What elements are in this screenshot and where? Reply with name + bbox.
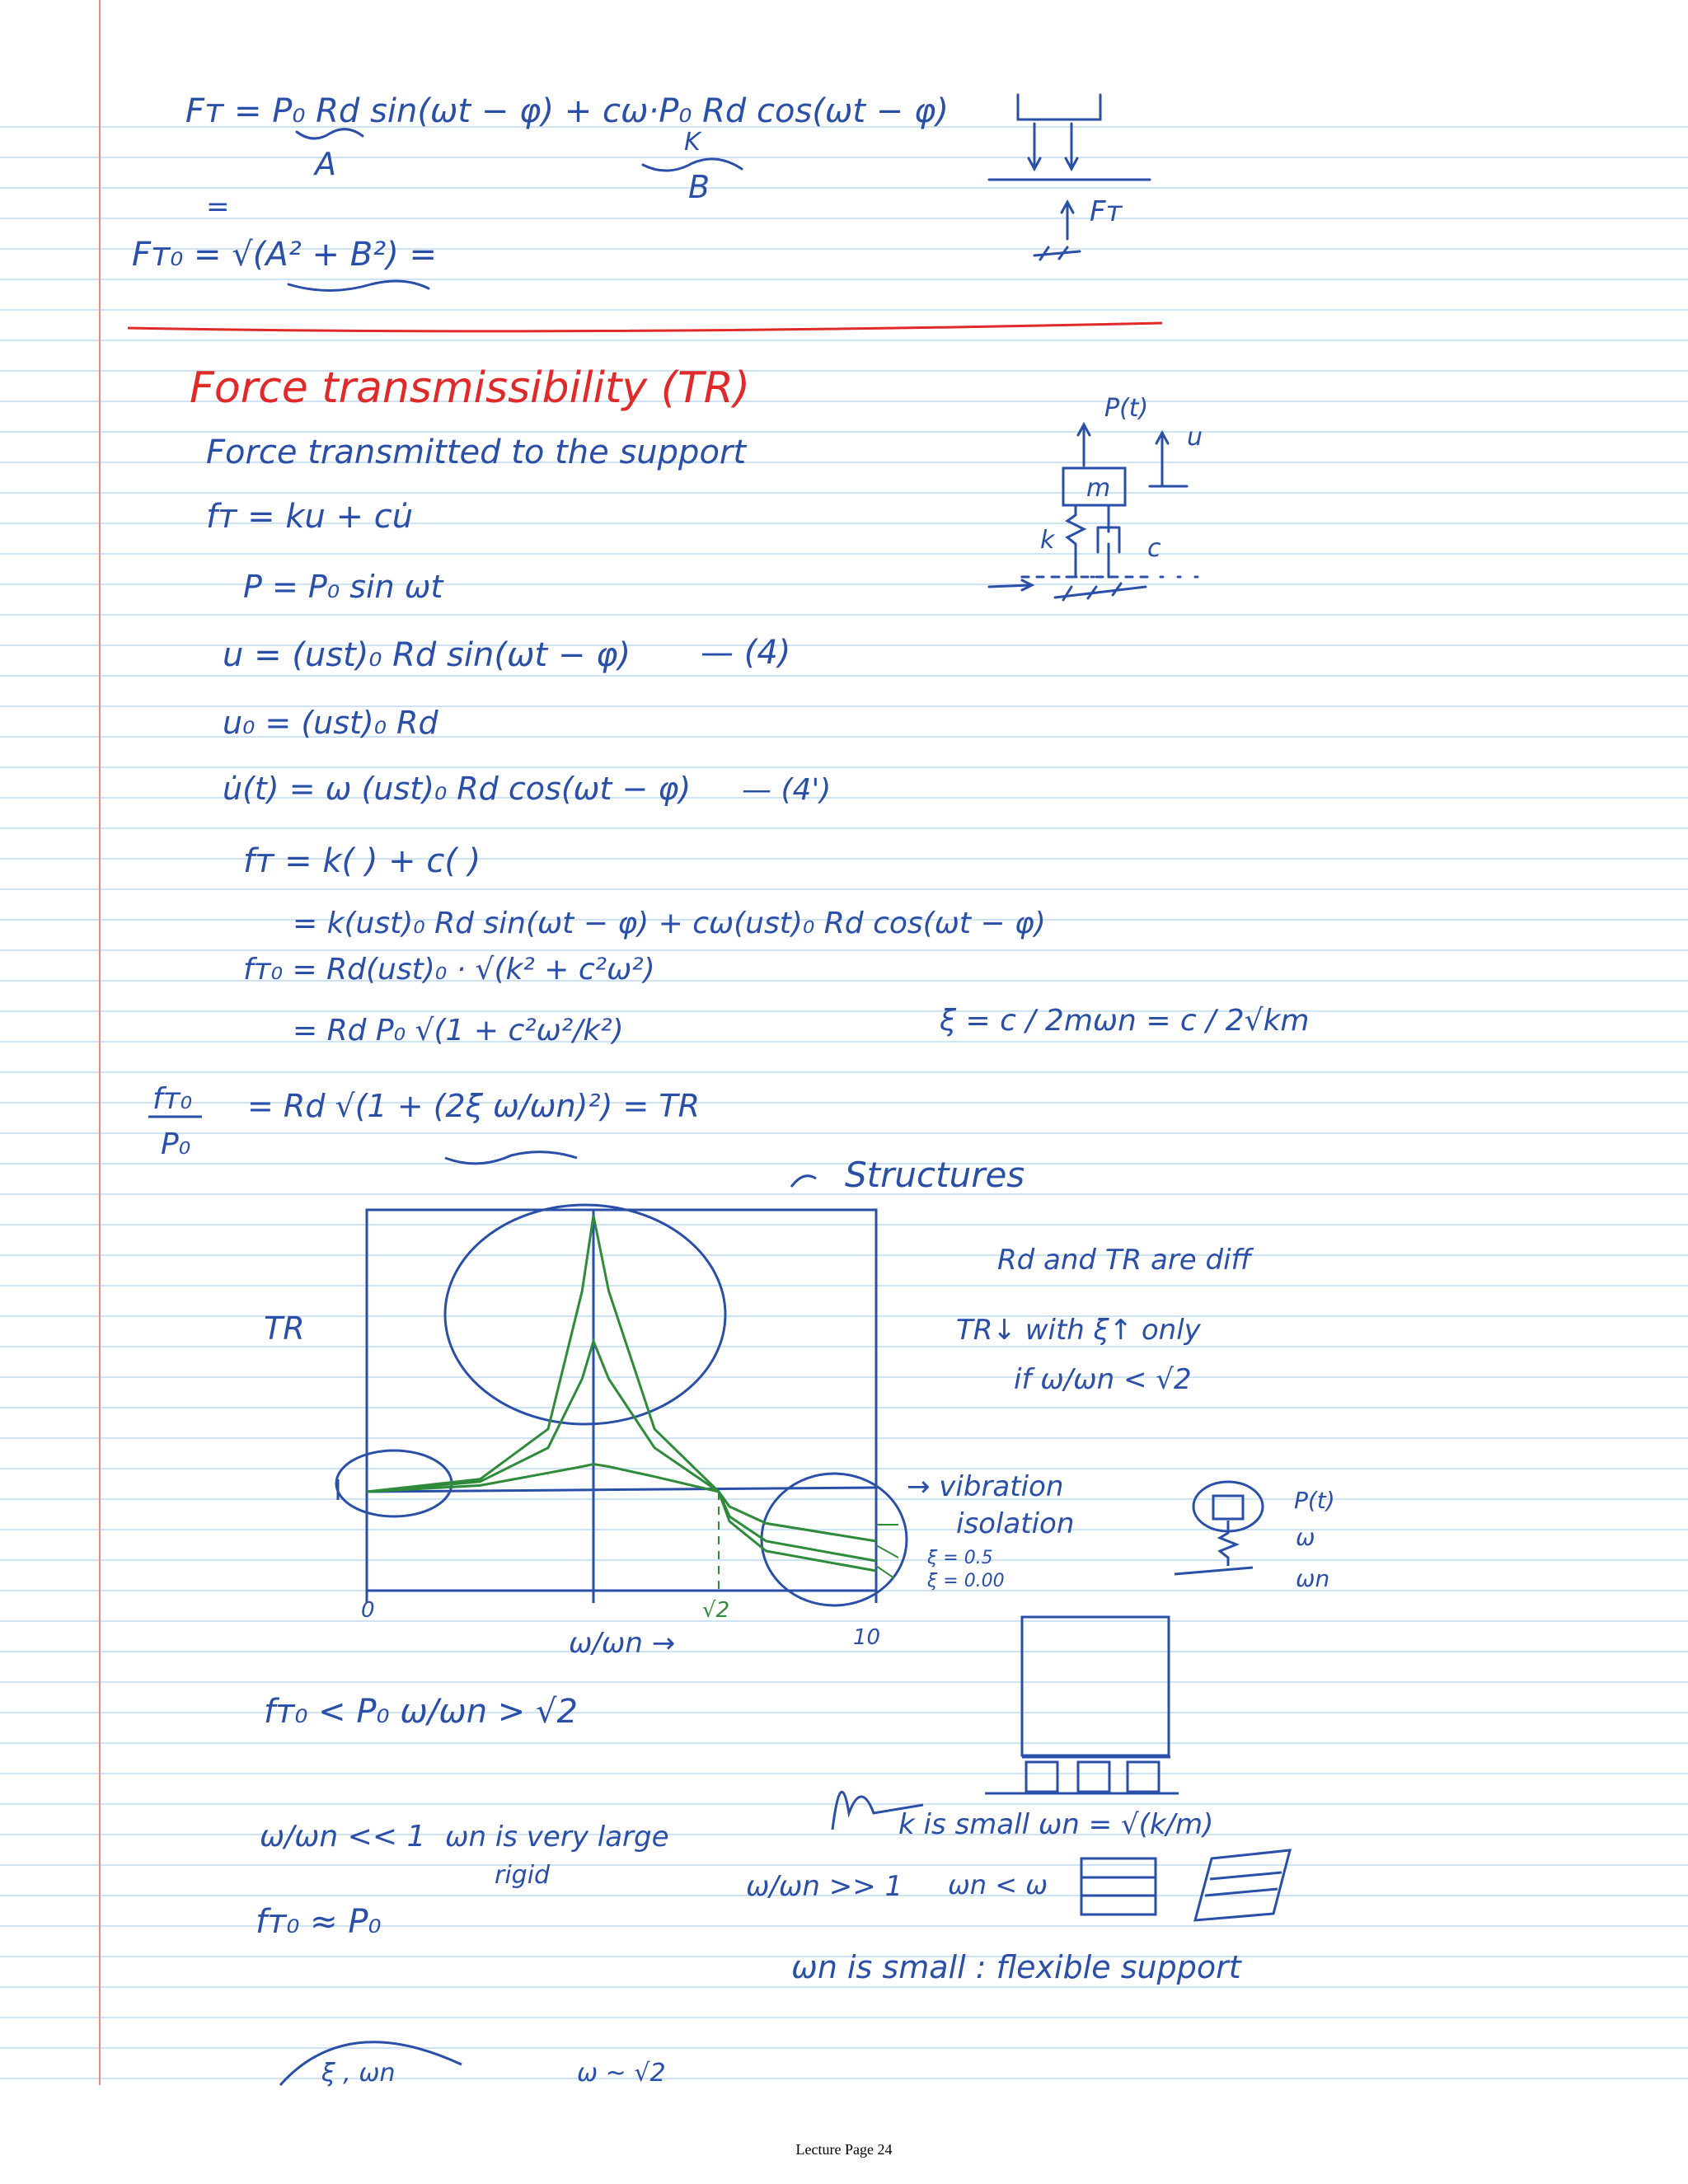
section-title: Force transmissibility (TR): [190, 363, 751, 413]
sdof2-p-label: P(t): [1294, 1487, 1335, 1514]
k-small-note: k is small ωn = √(k/m): [898, 1808, 1214, 1841]
red-divider: [128, 323, 1162, 331]
chart-xlabel: ω/ωn →: [569, 1627, 676, 1660]
eq3-tag: — (4): [701, 634, 791, 672]
arrow-down-2: [1066, 124, 1077, 169]
xi-000-label: ξ = 0.00: [927, 1571, 1005, 1591]
ratio-numerator: fᴛ₀: [152, 1082, 193, 1116]
x-tick-10: 10: [853, 1625, 881, 1650]
eq10: = Rd √(1 + (2ξ ω/ωn)²) = TR: [247, 1088, 701, 1124]
transmissibility-chart: [336, 1176, 907, 1605]
isolator-3: [1128, 1762, 1159, 1792]
sqrt2-condition-note: if ω/ωn < √2: [1014, 1363, 1192, 1396]
rd-tr-diff-note: Rd and TR are diff: [997, 1244, 1252, 1277]
sdof2-wn-label: ωn: [1296, 1565, 1330, 1592]
sdof-m-label: m: [1086, 474, 1111, 503]
ft-equation: Fᴛ = P₀ Rd sin(ωt − φ) + cω·P₀ Rd cos(ωt − φ): [185, 92, 949, 130]
machine-block: [1022, 1617, 1169, 1755]
sdof2-w-label: ω: [1296, 1524, 1315, 1551]
eq7: = k(ust)₀ Rd sin(ωt − φ) + cω(ust)₀ Rd cos(ωt − φ): [293, 907, 1046, 940]
damping-ratio: ξ = c / 2mωn = c / 2√km: [940, 1004, 1310, 1038]
sdof-c-label: c: [1147, 534, 1161, 563]
isolator-1: [1026, 1762, 1057, 1792]
peak-circle: [445, 1205, 725, 1424]
force-arrow-up: [1062, 202, 1073, 239]
spring: [1067, 505, 1084, 577]
bottom-partial-1: ξ , ωn: [321, 2059, 396, 2088]
eq5: u̇(t) = ω (ust)₀ Rd cos(ωt − φ): [223, 771, 692, 807]
eq3: u = (ust)₀ Rd sin(ωt − φ): [223, 636, 631, 674]
bottom-partial-2: ω ~ √2: [577, 2059, 666, 2088]
subtitle: Force transmitted to the support: [206, 434, 747, 471]
eq4: u₀ = (ust)₀ Rd: [223, 705, 438, 741]
tr-decrease-note: TR↓ with ξ↑ only: [956, 1314, 1201, 1347]
label-b: B: [688, 169, 710, 205]
eq8: fᴛ₀ = Rd(ust)₀ · √(k² + c²ω²): [243, 953, 655, 987]
structures-note: Structures: [845, 1155, 1025, 1195]
handwritten-text: [132, 92, 1335, 2088]
isolation-note: isolation: [956, 1507, 1075, 1540]
eq9: = Rd P₀ √(1 + c²ω²/k²): [293, 1014, 624, 1047]
support-box: [1018, 95, 1100, 120]
vibration-note: → vibration: [907, 1470, 1064, 1503]
high-ratio-condition: ω/ωn >> 1: [746, 1870, 903, 1903]
flexible-pad: [1195, 1850, 1290, 1920]
equals-mark: =: [206, 190, 230, 223]
eq1: fᴛ = ku + cu̇: [206, 498, 414, 536]
isolation-condition: fᴛ₀ < P₀ ω/ωn > √2: [264, 1693, 578, 1731]
chart-ylabel: TR: [264, 1310, 305, 1347]
load-arrow: [1078, 424, 1090, 466]
page-footer: Lecture Page 24: [795, 2141, 893, 2158]
fto-sqrt: Fᴛ₀ = √(A² + B²) =: [132, 236, 438, 274]
ft-label: Fᴛ: [1090, 195, 1123, 228]
ratio-denominator: P₀: [161, 1127, 191, 1161]
isolation-circle: [762, 1474, 907, 1605]
wn-less-than-w: ωn < ω: [948, 1869, 1048, 1900]
sdof-k-label: k: [1040, 526, 1055, 555]
low-ratio-condition: ω/ωn << 1: [260, 1820, 426, 1854]
xi-05-label: ξ = 0.5: [927, 1548, 993, 1568]
dashpot: [1098, 505, 1119, 577]
isolator-2: [1078, 1762, 1109, 1792]
underbrace-a: [297, 129, 363, 138]
underbrace-sqrt: [288, 281, 429, 291]
ground-hatch: [1034, 247, 1080, 260]
eq6: fᴛ = k( ) + c( ): [243, 842, 481, 880]
arrow-down-1: [1029, 124, 1040, 169]
sdof-p-label: P(t): [1104, 394, 1149, 423]
pad-stack: [1081, 1858, 1156, 1915]
large-wn-note: ωn is very large: [445, 1821, 669, 1854]
eq5-tag: — (4'): [742, 773, 832, 807]
base-arrow: [989, 580, 1032, 590]
sdof-diagram: [989, 424, 1199, 600]
displacement-arrow: [1156, 433, 1168, 486]
fto-approx-po: fᴛ₀ ≈ P₀: [256, 1903, 382, 1941]
sdof-u-label: u: [1187, 423, 1203, 452]
tr-curve-1: [367, 1216, 876, 1571]
k-denominator: K: [684, 128, 701, 157]
rigid-note: rigid: [495, 1861, 551, 1890]
sdof-diagram-2: [1175, 1482, 1263, 1574]
tr-curve-3: [367, 1465, 876, 1542]
structures-arrow: [791, 1176, 816, 1187]
x-tick-0: 0: [361, 1598, 375, 1623]
flexible-support-note: ωn is small : flexible support: [791, 1949, 1241, 1985]
label-a: A: [315, 146, 336, 182]
eq2: P = P₀ sin ωt: [243, 569, 443, 605]
x-tick-sqrt2: √2: [702, 1598, 730, 1623]
